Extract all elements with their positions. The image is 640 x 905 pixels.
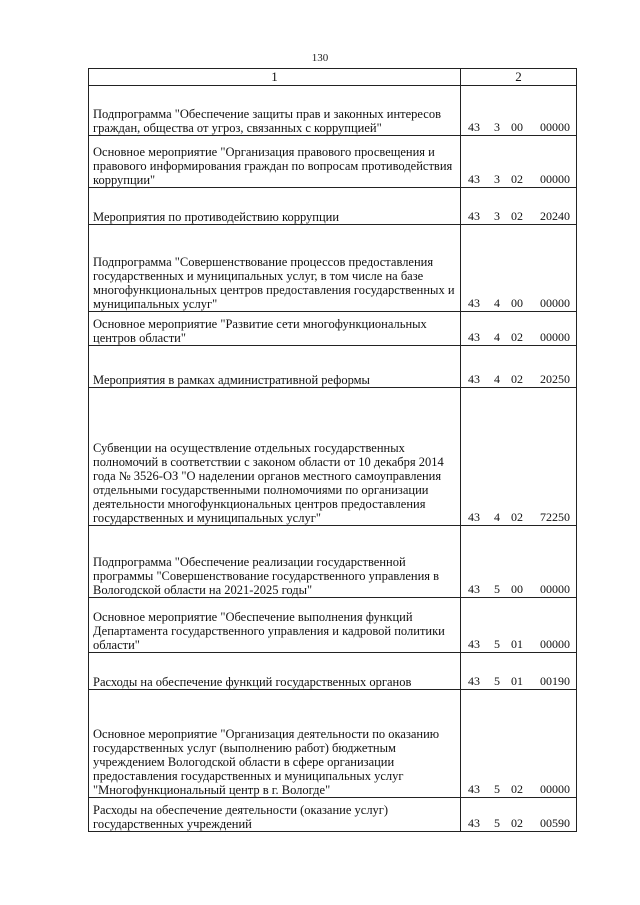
- code-program: 43: [468, 582, 480, 596]
- code-main-activity: 02: [511, 330, 523, 344]
- row-code: [461, 653, 577, 690]
- row-name: Расходы на обеспечение функций государственных органов: [89, 653, 461, 690]
- row-code: [461, 798, 577, 832]
- table-row: [89, 188, 577, 225]
- row-code: [461, 312, 577, 346]
- code-subprogram: 3: [494, 120, 500, 134]
- code-main-activity: 00: [511, 296, 523, 310]
- code-direction: 00190: [540, 674, 570, 688]
- code-program: 43: [468, 120, 480, 134]
- row-name: Мероприятия по противодействию коррупции: [89, 188, 461, 225]
- budget-table: [88, 68, 577, 832]
- table-row: [89, 798, 577, 832]
- row-name: Подпрограмма "Совершенствование процессов предоставления государственных и муниципальных услуг, в том числе на базе многофункциональных центров предоставления государственных и муниципальных услуг": [89, 225, 461, 312]
- row-name: Подпрограмма "Обеспечение реализации государственной программы "Совершенствование государственного управления в Вологодской области на 2021-2025 годы": [89, 526, 461, 598]
- code-program: 43: [468, 674, 480, 688]
- column-header-name: 1: [89, 69, 461, 86]
- code-direction: 00000: [540, 582, 570, 596]
- code-program: 43: [468, 330, 480, 344]
- row-name: Основное мероприятие "Организация правового просвещения и правового информирования граждан по вопросам противодействия коррупции": [89, 136, 461, 188]
- code-main-activity: 02: [511, 209, 523, 223]
- table-header-row: [89, 69, 577, 86]
- row-name: Основное мероприятие "Обеспечение выполнения функций Департамента государственного управления и кадровой политики области": [89, 598, 461, 653]
- code-main-activity: 01: [511, 674, 523, 688]
- row-code: [461, 136, 577, 188]
- column-header-code: 2: [461, 69, 577, 86]
- code-program: 43: [468, 510, 480, 524]
- table-row: [89, 653, 577, 690]
- table-row: [89, 690, 577, 798]
- row-code: [461, 86, 577, 136]
- code-subprogram: 4: [494, 510, 500, 524]
- code-subprogram: 5: [494, 637, 500, 651]
- code-program: 43: [468, 372, 480, 386]
- table-row: [89, 526, 577, 598]
- code-direction: 00000: [540, 172, 570, 186]
- code-subprogram: 5: [494, 782, 500, 796]
- row-name: Расходы на обеспечение деятельности (оказание услуг) государственных учреждений: [89, 798, 461, 832]
- code-main-activity: 00: [511, 120, 523, 134]
- table-row: [89, 136, 577, 188]
- code-direction: 00000: [540, 120, 570, 134]
- row-code: [461, 388, 577, 526]
- code-direction: 20240: [540, 209, 570, 223]
- code-main-activity: 01: [511, 637, 523, 651]
- code-subprogram: 4: [494, 330, 500, 344]
- code-direction: 00000: [540, 782, 570, 796]
- page-number: 130: [311, 52, 329, 64]
- row-name: Подпрограмма "Обеспечение защиты прав и законных интересов граждан, общества от угроз, связанных с коррупцией": [89, 86, 461, 136]
- code-program: 43: [468, 296, 480, 310]
- row-name: Мероприятия в рамках административной реформы: [89, 346, 461, 388]
- row-code: [461, 188, 577, 225]
- code-program: 43: [468, 209, 480, 223]
- code-direction: 00000: [540, 637, 570, 651]
- code-main-activity: 02: [511, 816, 523, 830]
- row-code: [461, 526, 577, 598]
- code-main-activity: 00: [511, 582, 523, 596]
- table-row: [89, 598, 577, 653]
- table-row: [89, 346, 577, 388]
- row-code: [461, 598, 577, 653]
- row-name: Основное мероприятие "Организация деятельности по оказанию государственных услуг (выполнению работ) бюджетным учреждением Вологодской области в сфере организации предоставления государственных и муниципальных услуг "Многофункциональный центр в г. Вологде": [89, 690, 461, 798]
- code-main-activity: 02: [511, 510, 523, 524]
- table-row: [89, 86, 577, 136]
- row-name: Основное мероприятие "Развитие сети многофункциональных центров области": [89, 312, 461, 346]
- code-subprogram: 5: [494, 582, 500, 596]
- code-direction: 20250: [540, 372, 570, 386]
- code-program: 43: [468, 816, 480, 830]
- code-direction: 00000: [540, 330, 570, 344]
- row-name: Субвенции на осуществление отдельных государственных полномочий в соответствии с законом области от 10 декабря 2014 года № 3526-ОЗ "О наделении органов местного самоуправления отдельными государственными полномочиями по организации деятельности многофункциональных центров предоставления государственных и муниципальных услуг": [89, 388, 461, 526]
- code-direction: 00000: [540, 296, 570, 310]
- row-code: [461, 690, 577, 798]
- code-subprogram: 3: [494, 172, 500, 186]
- code-subprogram: 4: [494, 296, 500, 310]
- code-main-activity: 02: [511, 782, 523, 796]
- code-subprogram: 5: [494, 674, 500, 688]
- code-subprogram: 3: [494, 209, 500, 223]
- row-code: [461, 346, 577, 388]
- code-subprogram: 5: [494, 816, 500, 830]
- code-subprogram: 4: [494, 372, 500, 386]
- code-program: 43: [468, 782, 480, 796]
- table-row: [89, 312, 577, 346]
- code-program: 43: [468, 637, 480, 651]
- code-main-activity: 02: [511, 372, 523, 386]
- row-code: [461, 225, 577, 312]
- code-direction: 00590: [540, 816, 570, 830]
- table-row: [89, 388, 577, 526]
- code-direction: 72250: [540, 510, 570, 524]
- table-row: [89, 225, 577, 312]
- code-program: 43: [468, 172, 480, 186]
- code-main-activity: 02: [511, 172, 523, 186]
